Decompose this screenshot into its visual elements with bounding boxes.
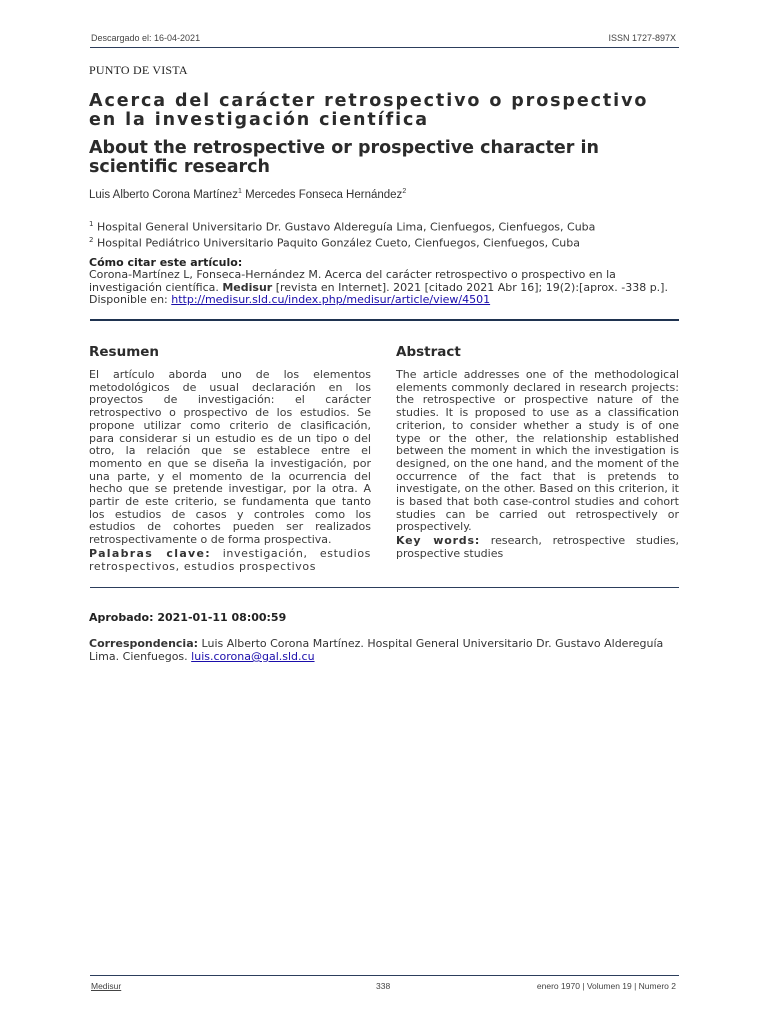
resumen-keywords <box>89 548 371 573</box>
citation-url-link[interactable]: http://medisur.sld.cu/index.php/medisur/article/view/4501 <box>171 293 491 307</box>
issue-info: enero 1970 | Volumen 19 | Numero 2 <box>536 981 676 991</box>
affiliations <box>89 218 689 249</box>
download-date: Descargado el: 16-04-2021 <box>91 33 201 43</box>
affiliation-sup: 1 <box>89 220 94 228</box>
section-label: PUNTO DE VISTA <box>89 63 188 77</box>
affiliation-text: Hospital Pediátrico Universitario Paquito González Cueto, Cienfuegos, Cienfuegos, Cuba <box>96 236 580 250</box>
citation-journal: Medisur <box>222 280 273 294</box>
author-name: Mercedes Fonseca Hernández <box>245 188 403 201</box>
title-spanish: Acerca del carácter retrospectivo o prospectivo en la investigación científica <box>89 91 649 130</box>
affiliation-text: Hospital General Universitario Dr. Gustavo Aldereguía Lima, Cienfuegos, Cienfuegos, Cuba <box>96 220 596 234</box>
page-number: 338 <box>376 981 391 991</box>
abstract-rule <box>90 587 679 588</box>
affiliation <box>89 234 689 250</box>
authors-line <box>89 188 406 201</box>
correspondence-text: Luis Alberto Corona Martínez. Hospital General Universitario Dr. Gustavo Aldereguía Lima. Cienfuegos. <box>89 637 664 663</box>
title-english: About the retrospective or prospective character in scientific research <box>89 138 599 177</box>
author-name: Luis Alberto Corona Martínez <box>89 188 238 201</box>
keywords-label: Palabras clave: <box>89 547 211 560</box>
citation-heading: Cómo citar este artículo: <box>89 256 243 269</box>
issn: ISSN 1727-897X <box>608 33 676 43</box>
correspondence <box>89 637 681 663</box>
header-rule <box>90 47 679 48</box>
correspondence-label: Correspondencia: <box>89 637 199 650</box>
author-sup: 2 <box>402 188 407 195</box>
citation-rule <box>90 319 679 321</box>
approved-date: Aprobado: 2021-01-11 08:00:59 <box>89 611 287 624</box>
keywords-label: Key words: <box>396 534 481 547</box>
abstract-keywords <box>396 535 679 560</box>
resumen-heading: Resumen <box>89 344 160 360</box>
abstract-body: The article addresses one of the methodological elements commonly declared in research projects: the retrospective or prospective nature of the studies. It is proposed to use as a classification criterion, to consider whether a study is of one type or the other, the relationship established between the moment in which the investigation is designed, on the one hand, and the moment of the occurrence of the fact that is pretends to investigate, on the other. Based on this criterion, it is based that both case-control studies and cohort studies can be carried out retrospectively or prospectively. <box>396 368 679 534</box>
keywords-text: research, retrospective studies, prospective studies <box>396 534 679 560</box>
author-sup: 1 <box>237 188 242 195</box>
affiliation-sup: 2 <box>89 235 94 244</box>
citation-text-after: [revista en Internet]. 2021 [citado 2021 Abr 16]; 19(2):[aprox. -338 p.]. Disponible en: <box>89 280 668 307</box>
citation-text: Corona-Martínez L, Fonseca-Hernández M. Acerca del carácter retrospectivo o prospectivo en la investigación científica. <box>89 268 616 294</box>
keywords-text: investigación, estudios retrospectivos, estudios prospectivos <box>89 547 371 573</box>
resumen-body: El artículo aborda uno de los elementos metodológicos de usual declaración en los proyectos de investigación: el carácter retrospectivo o prospectivo de los estudios. Se propone utilizar como criterio de clasificación, para considerar si un estudio es de un tipo o del otro, la relación que se establece entre el momento en que se diseña la investigación, por una parte, y el momento de la ocurrencia del hecho que se pretende investigar, por la otra. A partir de este criterio, se fundamenta que tanto los estudios de casos y controles como los estudios de cohortes pueden ser realizados retrospectivamente o de forma prospectiva. <box>89 368 371 547</box>
citation-body <box>89 269 681 307</box>
abstract-heading: Abstract <box>396 344 461 360</box>
affiliation <box>89 218 689 234</box>
footer-rule <box>90 975 679 976</box>
footer-journal-link[interactable]: Medisur <box>91 981 122 991</box>
correspondence-email-link[interactable]: luis.corona@gal.sld.cu <box>191 650 315 663</box>
